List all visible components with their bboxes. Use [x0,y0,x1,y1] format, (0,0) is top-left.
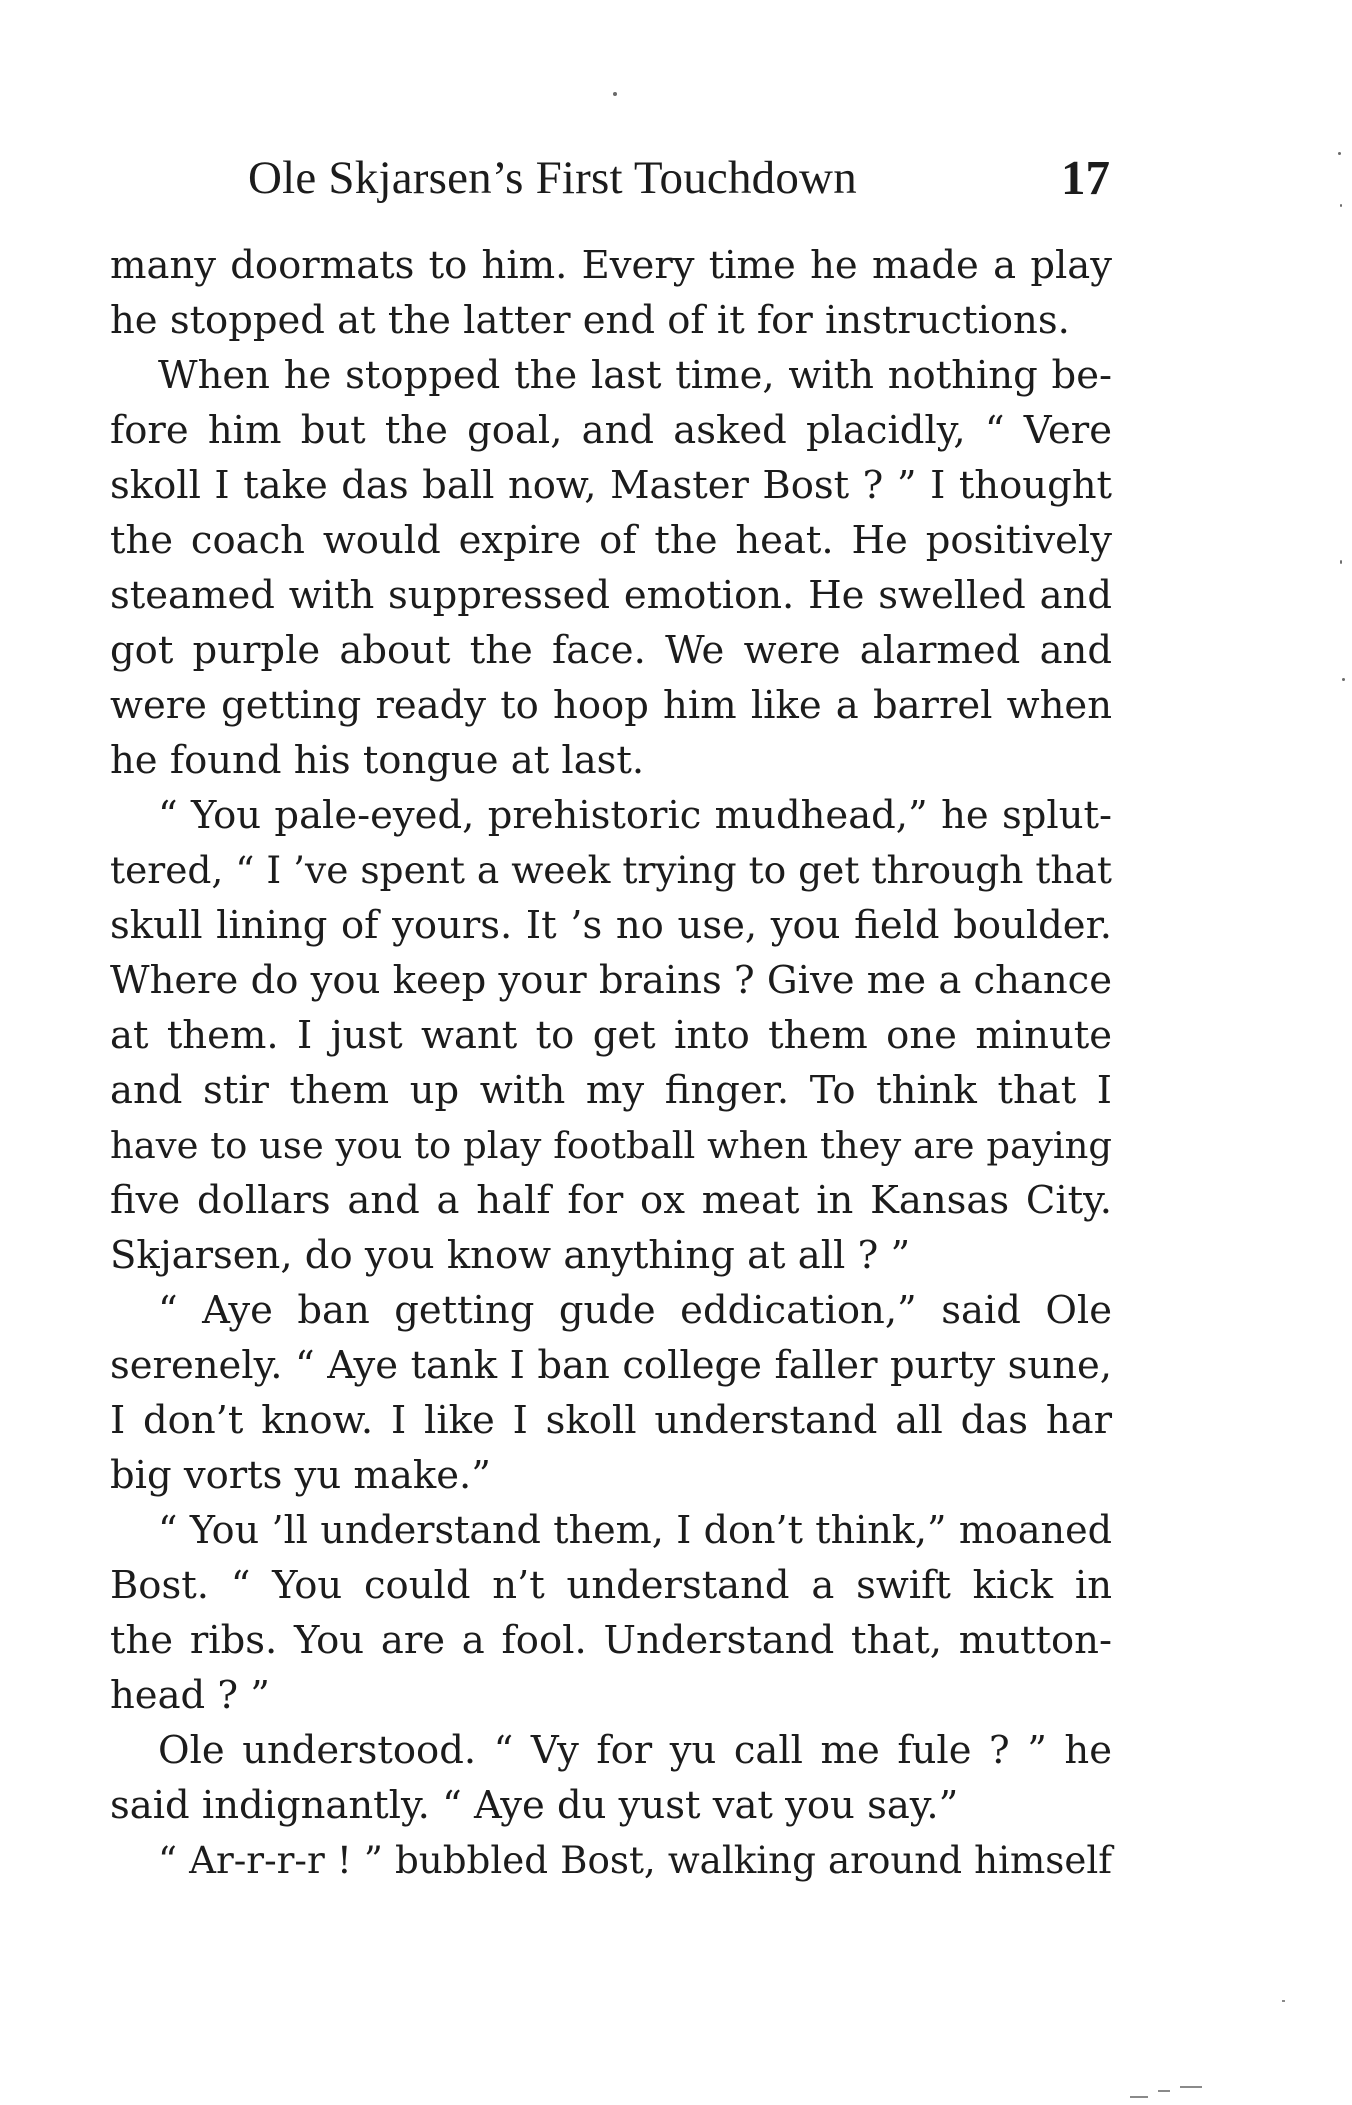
text-line: “ You pale-eyed, prehistoric mudhead,” he splut- [158,793,1112,838]
text-line: Bost. “ You could n’t understand a swift kick in [110,1563,1112,1608]
text-line: many doormats to him. Every time he made a play [110,243,1112,288]
text-line: fore him but the goal, and asked placidly, “ Vere [110,408,1112,453]
scan-speck [1342,678,1345,681]
text-line: five dollars and a half for ox meat in Kansas City. [110,1178,1112,1223]
text-line: I don’t know. I like I skoll understand all das har [110,1398,1112,1443]
text-line: “ Ar-r-r-r ! ” bubbled Bost, walking around himself [158,1838,1112,1882]
text-line: were getting ready to hoop him like a barrel when [110,683,1112,728]
scan-speck [613,92,617,96]
running-title: Ole Skjarsen’s First Touchdown [248,152,857,204]
text-line: he found his tongue at last. [110,738,645,783]
text-line: the coach would expire of the heat. He positively [110,518,1112,563]
running-head [110,148,1110,218]
text-line: steamed with suppressed emotion. He swelled and [110,573,1112,618]
text-line: have to use you to play football when they are paying [110,1124,1112,1167]
scan-mark [1180,2086,1202,2088]
text-line: got purple about the face. We were alarmed and [110,628,1112,673]
text-line: and stir them up with my finger. To think that I [110,1068,1112,1113]
text-line: the ribs. You are a fool. Understand that, mutton- [110,1618,1112,1663]
text-line: he stopped at the latter end of it for instructions. [110,298,1070,343]
text-line: head ? ” [110,1673,270,1718]
text-line: Ole understood. “ Vy for yu call me fule ? ” he [158,1728,1112,1773]
scan-mark [1282,2000,1285,2002]
scan-mark [1158,2090,1170,2092]
text-line: Skjarsen, do you know anything at all ? ” [110,1233,911,1278]
text-line: “ You ’ll understand them, I don’t think,” moaned [158,1508,1112,1552]
scan-speck [1340,560,1342,564]
scan-speck [1338,152,1341,155]
text-line: serenely. “ Aye tank I ban college faller purty sune, [110,1343,1112,1388]
text-line: When he stopped the last time, with nothing be- [158,353,1112,398]
text-line: big vorts yu make.” [110,1453,491,1498]
scan-speck [1340,204,1342,207]
scan-mark [1130,2096,1148,2098]
body-text [110,238,1112,1888]
text-line: Where do you keep your brains ? Give me a chance [110,958,1112,1003]
text-line: skull lining of yours. It ’s no use, you field boulder. [110,903,1112,948]
text-line: “ Aye ban getting gude eddication,” said Ole [158,1288,1112,1333]
text-line: skoll I take das ball now, Master Bost ? ” I thought [110,463,1112,508]
text-line: at them. I just want to get into them one minute [110,1013,1112,1058]
page-number: 17 [1061,150,1110,205]
text-line: said indignantly. “ Aye du yust vat you say.” [110,1783,959,1828]
text-line: tered, “ I ’ve spent a week trying to get through that [110,848,1112,892]
